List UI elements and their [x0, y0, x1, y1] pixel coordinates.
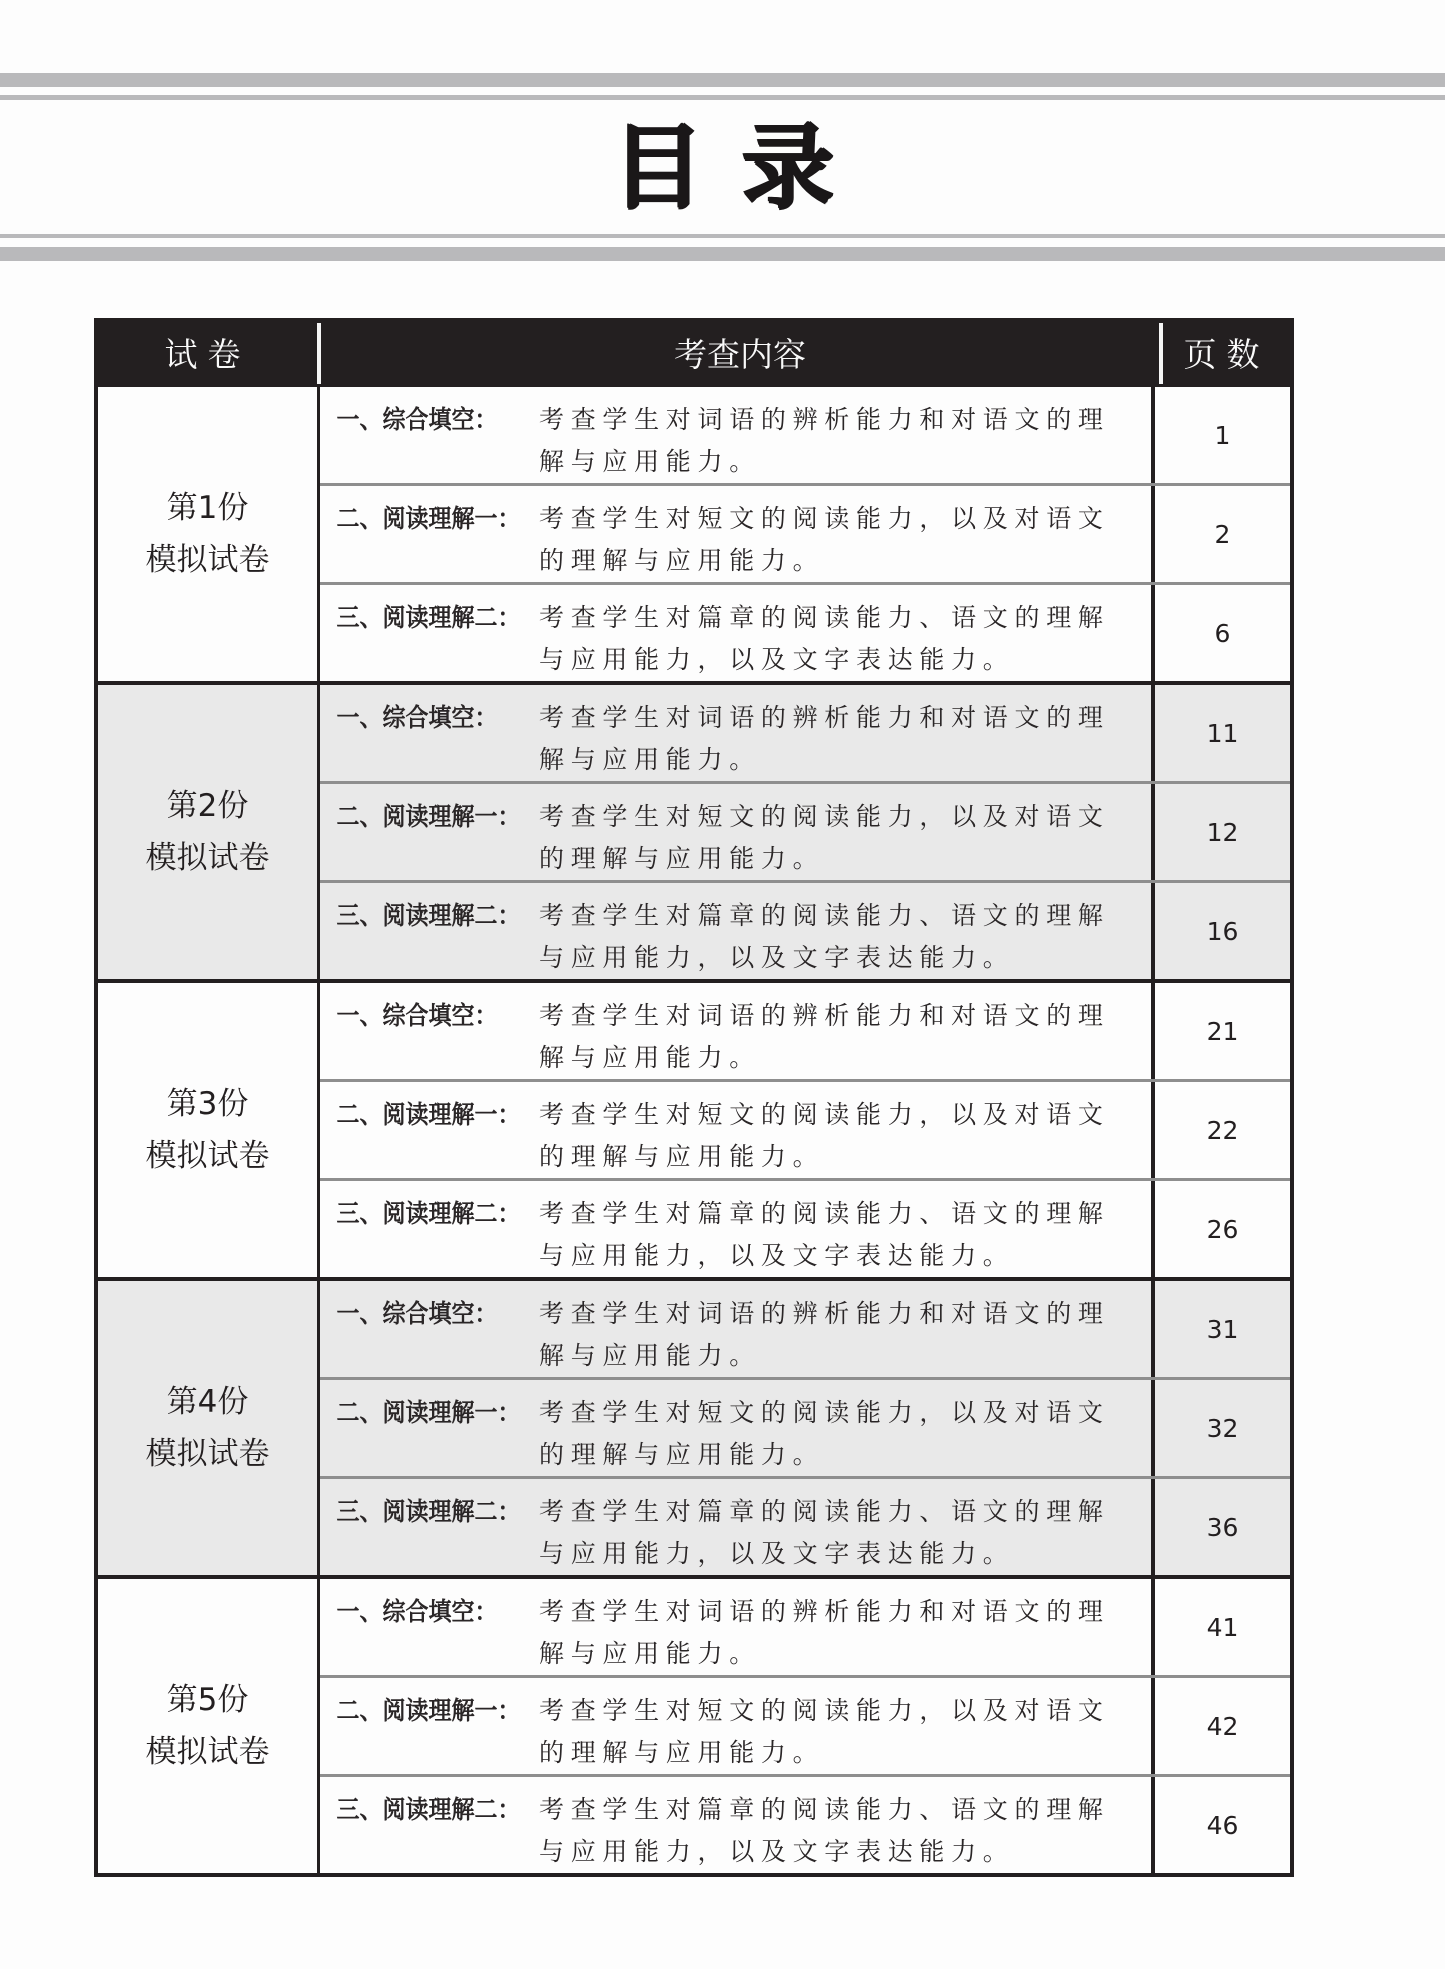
- table-row[interactable]: [320, 1774, 1290, 1873]
- table-row[interactable]: [320, 483, 1290, 582]
- table-row[interactable]: [320, 582, 1290, 681]
- row-content: [320, 1479, 1155, 1575]
- row-content: [320, 1678, 1155, 1774]
- section-label: 三、阅读理解二：: [336, 1795, 521, 1824]
- group-label-number: 第4份: [166, 1384, 249, 1420]
- header-paper: 试卷: [164, 335, 251, 374]
- page-number[interactable]: 41: [1206, 1612, 1239, 1642]
- section-label: 三、阅读理解二：: [336, 603, 521, 632]
- header-page: 页数: [1183, 335, 1270, 374]
- section-description: 考查学生对词语的辨析能力和对语文的理解与应用能力。: [539, 1299, 1110, 1370]
- table-row[interactable]: [320, 1079, 1290, 1178]
- group-label: [98, 387, 320, 681]
- section-label: 三、阅读理解二：: [336, 1497, 521, 1526]
- page-number[interactable]: 6: [1214, 618, 1231, 648]
- section-description: 考查学生对篇章的阅读能力、语文的理解与应用能力，以及文字表达能力。: [539, 603, 1110, 674]
- section-label: 二、阅读理解一：: [336, 1100, 521, 1129]
- section-description: 考查学生对篇章的阅读能力、语文的理解与应用能力，以及文字表达能力。: [539, 901, 1110, 972]
- section-description: 考查学生对篇章的阅读能力、语文的理解与应用能力，以及文字表达能力。: [539, 1795, 1110, 1866]
- row-content: [320, 983, 1155, 1079]
- bottom-stripe-thick: [0, 247, 1445, 261]
- table-row[interactable]: [320, 685, 1290, 781]
- section-description: 考查学生对词语的辨析能力和对语文的理解与应用能力。: [539, 1001, 1110, 1072]
- group-rows: [320, 685, 1290, 979]
- section-label: 一、综合填空：: [336, 405, 498, 434]
- group-label-title: 模拟试卷: [145, 1436, 270, 1472]
- bottom-stripe-thin: [0, 234, 1445, 238]
- group-label: [98, 685, 320, 979]
- page-number[interactable]: 1: [1214, 420, 1231, 450]
- table-row[interactable]: [320, 1377, 1290, 1476]
- table-row[interactable]: [320, 1178, 1290, 1277]
- page-title: 目录: [611, 113, 872, 221]
- page-number[interactable]: 32: [1206, 1413, 1239, 1443]
- toc-group-paper-3: [98, 979, 1290, 1277]
- toc-header-row: [98, 318, 1290, 387]
- row-content: [320, 784, 1155, 880]
- toc-group-paper-1: [98, 387, 1290, 681]
- row-content: [320, 486, 1155, 582]
- group-label-title: 模拟试卷: [145, 542, 270, 578]
- section-description: 考查学生对短文的阅读能力，以及对语文的理解与应用能力。: [539, 504, 1110, 575]
- group-label: [98, 983, 320, 1277]
- group-label-title: 模拟试卷: [145, 840, 270, 876]
- top-stripe-thin: [0, 95, 1445, 100]
- row-content: [320, 1777, 1155, 1873]
- group-label: [98, 1281, 320, 1575]
- row-content: [320, 883, 1155, 979]
- page-number[interactable]: 22: [1206, 1115, 1239, 1145]
- section-label: 三、阅读理解二：: [336, 901, 521, 930]
- row-content: [320, 1579, 1155, 1675]
- row-content: [320, 1082, 1155, 1178]
- row-content: [320, 585, 1155, 681]
- section-label: 三、阅读理解二：: [336, 1199, 521, 1228]
- group-rows: [320, 1281, 1290, 1575]
- group-rows: [320, 983, 1290, 1277]
- page-number[interactable]: 12: [1206, 817, 1239, 847]
- table-row[interactable]: [320, 983, 1290, 1079]
- group-label-title: 模拟试卷: [145, 1734, 270, 1770]
- section-description: 考查学生对短文的阅读能力，以及对语文的理解与应用能力。: [539, 1100, 1110, 1171]
- section-label: 一、综合填空：: [336, 1001, 498, 1030]
- section-description: 考查学生对词语的辨析能力和对语文的理解与应用能力。: [539, 405, 1110, 476]
- toc-group-paper-5: [98, 1575, 1290, 1873]
- page-number[interactable]: 31: [1206, 1314, 1239, 1344]
- section-label: 二、阅读理解一：: [336, 1398, 521, 1427]
- header-content: 考查内容: [674, 335, 806, 374]
- group-label-number: 第1份: [166, 490, 249, 526]
- group-label-title: 模拟试卷: [145, 1138, 270, 1174]
- group-rows: [320, 387, 1290, 681]
- table-row[interactable]: [320, 1476, 1290, 1575]
- toc-group-paper-2: [98, 681, 1290, 979]
- group-label: [98, 1579, 320, 1873]
- row-content: [320, 387, 1155, 483]
- section-label: 一、综合填空：: [336, 703, 498, 732]
- toc-group-paper-4: [98, 1277, 1290, 1575]
- table-row[interactable]: [320, 880, 1290, 979]
- section-description: 考查学生对词语的辨析能力和对语文的理解与应用能力。: [539, 1597, 1110, 1668]
- table-row[interactable]: [320, 781, 1290, 880]
- toc-table: [94, 318, 1294, 1877]
- page-number[interactable]: 21: [1206, 1016, 1239, 1046]
- section-description: 考查学生对篇章的阅读能力、语文的理解与应用能力，以及文字表达能力。: [539, 1199, 1110, 1270]
- table-row[interactable]: [320, 1579, 1290, 1675]
- page-number[interactable]: 36: [1206, 1512, 1239, 1542]
- page-number[interactable]: 2: [1214, 519, 1231, 549]
- section-label: 一、综合填空：: [336, 1597, 498, 1626]
- section-description: 考查学生对词语的辨析能力和对语文的理解与应用能力。: [539, 703, 1110, 774]
- page-number[interactable]: 11: [1206, 718, 1239, 748]
- section-description: 考查学生对篇章的阅读能力、语文的理解与应用能力，以及文字表达能力。: [539, 1497, 1110, 1568]
- section-label: 二、阅读理解一：: [336, 504, 521, 533]
- table-row[interactable]: [320, 387, 1290, 483]
- section-description: 考查学生对短文的阅读能力，以及对语文的理解与应用能力。: [539, 1398, 1110, 1469]
- group-label-number: 第3份: [166, 1086, 249, 1122]
- row-content: [320, 1281, 1155, 1377]
- row-content: [320, 1380, 1155, 1476]
- table-row[interactable]: [320, 1675, 1290, 1774]
- page-number[interactable]: 16: [1206, 916, 1239, 946]
- section-label: 二、阅读理解一：: [336, 1696, 521, 1725]
- section-description: 考查学生对短文的阅读能力，以及对语文的理解与应用能力。: [539, 802, 1110, 873]
- group-label-number: 第5份: [166, 1682, 249, 1718]
- table-row[interactable]: [320, 1281, 1290, 1377]
- top-stripe-thick: [0, 73, 1445, 87]
- page-number[interactable]: 26: [1206, 1214, 1239, 1244]
- section-description: 考查学生对短文的阅读能力，以及对语文的理解与应用能力。: [539, 1696, 1110, 1767]
- group-rows: [320, 1579, 1290, 1873]
- page-number[interactable]: 42: [1206, 1711, 1239, 1741]
- section-label: 二、阅读理解一：: [336, 802, 521, 831]
- page-number[interactable]: 46: [1206, 1810, 1239, 1840]
- row-content: [320, 685, 1155, 781]
- row-content: [320, 1181, 1155, 1277]
- group-label-number: 第2份: [166, 788, 249, 824]
- section-label: 一、综合填空：: [336, 1299, 498, 1328]
